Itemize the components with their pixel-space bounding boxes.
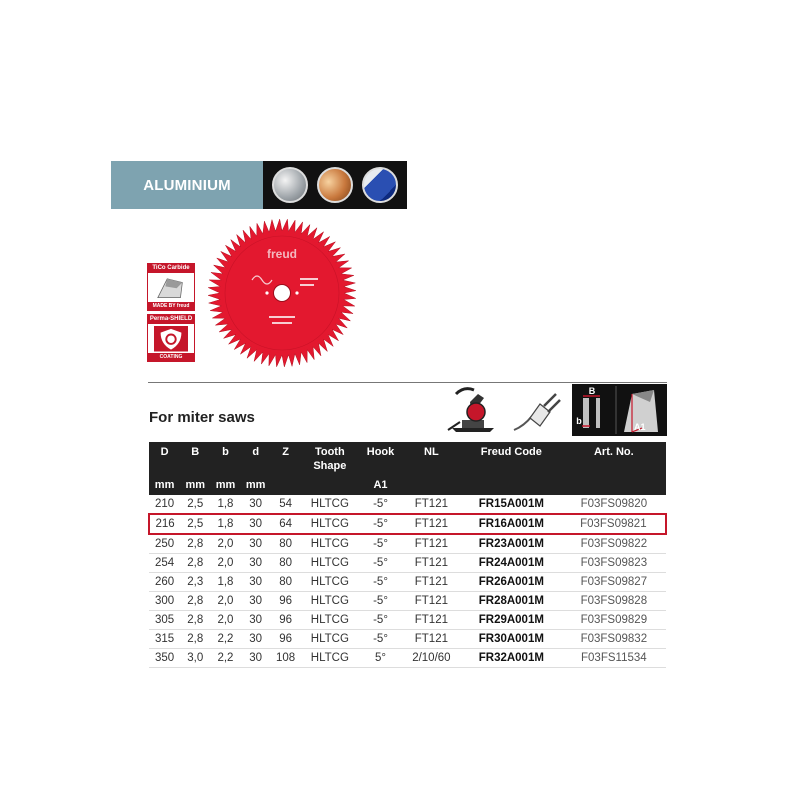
cell-nl: FT121 [402,573,461,592]
cell-art-no: F03FS09832 [562,630,666,649]
cell-plate: 2,0 [210,534,240,554]
cell-tooth-shape: HLTCG [300,649,359,668]
col-header-plate: b [210,442,240,477]
material-samples [263,161,407,209]
cell-d-outer: 300 [149,592,180,611]
cell-plate: 1,8 [210,573,240,592]
cell-bore: 30 [241,611,271,630]
cell-plate: 2,0 [210,611,240,630]
cell-teeth: 96 [271,630,301,649]
cell-teeth: 96 [271,592,301,611]
cell-art-no: F03FS09827 [562,573,666,592]
cell-plate: 2,2 [210,630,240,649]
cell-plate: 1,8 [210,514,240,534]
col-unit-hook: A1 [359,477,401,495]
cell-freud-code: FR23A001M [461,534,562,554]
table-row [149,534,666,554]
table-row [149,573,666,592]
cell-freud-code: FR16A001M [461,514,562,534]
col-unit-bore: mm [241,477,271,495]
cell-hook: -5° [359,573,401,592]
cell-hook: -5° [359,534,401,554]
col-header-teeth: Z [271,442,301,477]
blade-spec-table [148,442,667,668]
cell-bore: 30 [241,495,271,514]
cell-hook: -5° [359,592,401,611]
geometry-b-label: B [588,386,596,396]
cell-kerf: 2,5 [180,495,210,514]
cell-tooth-shape: HLTCG [300,554,359,573]
shield-icon [154,326,188,352]
cell-art-no: F03FS09823 [562,554,666,573]
cell-hook: -5° [359,554,401,573]
cell-hook: -5° [359,495,401,514]
cell-freud-code: FR15A001M [461,495,562,514]
cell-kerf: 2,8 [180,592,210,611]
col-header-d-outer: D [149,442,180,477]
cell-tooth-shape: HLTCG [300,573,359,592]
cell-d-outer: 260 [149,573,180,592]
tico-badge-title: TiCo Carbide [148,264,194,273]
cell-d-outer: 254 [149,554,180,573]
cell-nl: FT121 [402,554,461,573]
section-divider [148,382,667,383]
table-row-highlighted [149,514,666,534]
cell-d-outer: 250 [149,534,180,554]
cell-d-outer: 210 [149,495,180,514]
cell-hook: -5° [359,514,401,534]
perma-badge-footer: COATING [148,353,194,361]
section-title: For miter saws [149,409,255,426]
cell-kerf: 2,8 [180,534,210,554]
cell-teeth: 54 [271,495,301,514]
table-row [149,554,666,573]
cell-freud-code: FR26A001M [461,573,562,592]
copper-pipes-icon [317,167,353,203]
cell-teeth: 80 [271,534,301,554]
col-header-nl: NL [402,442,461,477]
col-header-hook: Hook [359,442,401,477]
table-row [149,495,666,514]
cell-bore: 30 [241,649,271,668]
col-unit-plate: mm [210,477,240,495]
cell-freud-code: FR32A001M [461,649,562,668]
geometry-a1-label: A1 [634,422,646,432]
blade-brand-logo: freud [267,247,297,261]
col-unit-teeth [271,477,301,495]
table-row [149,592,666,611]
cell-hook: -5° [359,630,401,649]
cell-kerf: 2,8 [180,554,210,573]
cell-tooth-shape: HLTCG [300,495,359,514]
blue-block-icon [362,167,398,203]
col-header-freud-code: Freud Code [461,442,562,477]
perma-shield-badge [147,314,195,362]
cell-freud-code: FR24A001M [461,554,562,573]
cell-plate: 2,0 [210,554,240,573]
cell-d-outer: 315 [149,630,180,649]
col-header-bore: d [241,442,271,477]
cell-tooth-shape: HLTCG [300,630,359,649]
cell-nl: FT121 [402,534,461,554]
cell-nl: FT121 [402,630,461,649]
cell-kerf: 2,5 [180,514,210,534]
cell-freud-code: FR29A001M [461,611,562,630]
cell-d-outer: 216 [149,514,180,534]
col-unit-d-outer: mm [149,477,180,495]
cell-art-no: F03FS09828 [562,592,666,611]
cell-kerf: 2,8 [180,630,210,649]
cell-nl: 2/10/60 [402,649,461,668]
cell-art-no: F03FS09820 [562,495,666,514]
tico-carbide-badge [147,263,195,311]
cell-kerf: 2,8 [180,611,210,630]
cell-plate: 2,0 [210,592,240,611]
cell-teeth: 96 [271,611,301,630]
cell-freud-code: FR28A001M [461,592,562,611]
cell-kerf: 3,0 [180,649,210,668]
cell-kerf: 2,3 [180,573,210,592]
cell-hook: 5° [359,649,401,668]
blade-geometry-icon [572,384,667,436]
tico-badge-footer: MADE BY freud [148,302,194,310]
col-unit-art-no [562,477,666,495]
cell-nl: FT121 [402,611,461,630]
cell-tooth-shape: HLTCG [300,514,359,534]
cell-teeth: 108 [271,649,301,668]
cell-hook: -5° [359,611,401,630]
table-row [149,611,666,630]
geometry-b-small-label: b [576,416,582,426]
miter-saw-icon [444,384,502,436]
col-header-art-no: Art. No. [562,442,666,477]
cell-art-no: F03FS09829 [562,611,666,630]
cell-plate: 2,2 [210,649,240,668]
cell-nl: FT121 [402,592,461,611]
cell-teeth: 80 [271,554,301,573]
cell-d-outer: 350 [149,649,180,668]
saw-blade-image [207,218,357,368]
carbide-tooth-icon [154,275,188,301]
cell-nl: FT121 [402,514,461,534]
col-unit-tooth-shape [300,477,359,495]
cell-bore: 30 [241,630,271,649]
cell-bore: 30 [241,573,271,592]
power-plug-icon [510,386,568,434]
cell-freud-code: FR30A001M [461,630,562,649]
cell-bore: 30 [241,554,271,573]
col-unit-kerf: mm [180,477,210,495]
perma-badge-title: Perma-SHIELD [149,316,193,322]
cell-nl: FT121 [402,495,461,514]
aluminium-profile-icon [272,167,308,203]
cell-teeth: 64 [271,514,301,534]
category-banner [111,161,407,209]
cell-bore: 30 [241,592,271,611]
col-unit-freud-code [461,477,562,495]
cell-tooth-shape: HLTCG [300,611,359,630]
table-row [149,630,666,649]
col-unit-nl [402,477,461,495]
cell-bore: 30 [241,534,271,554]
col-header-kerf: B [180,442,210,477]
cell-art-no: F03FS11534 [562,649,666,668]
cell-tooth-shape: HLTCG [300,592,359,611]
cell-art-no: F03FS09822 [562,534,666,554]
cell-plate: 1,8 [210,495,240,514]
cell-art-no: F03FS09821 [562,514,666,534]
col-header-tooth-shape: Tooth Shape [300,442,359,477]
table-row [149,649,666,668]
cell-tooth-shape: HLTCG [300,534,359,554]
cell-bore: 30 [241,514,271,534]
cell-d-outer: 305 [149,611,180,630]
category-label: ALUMINIUM [111,161,263,209]
cell-teeth: 80 [271,573,301,592]
